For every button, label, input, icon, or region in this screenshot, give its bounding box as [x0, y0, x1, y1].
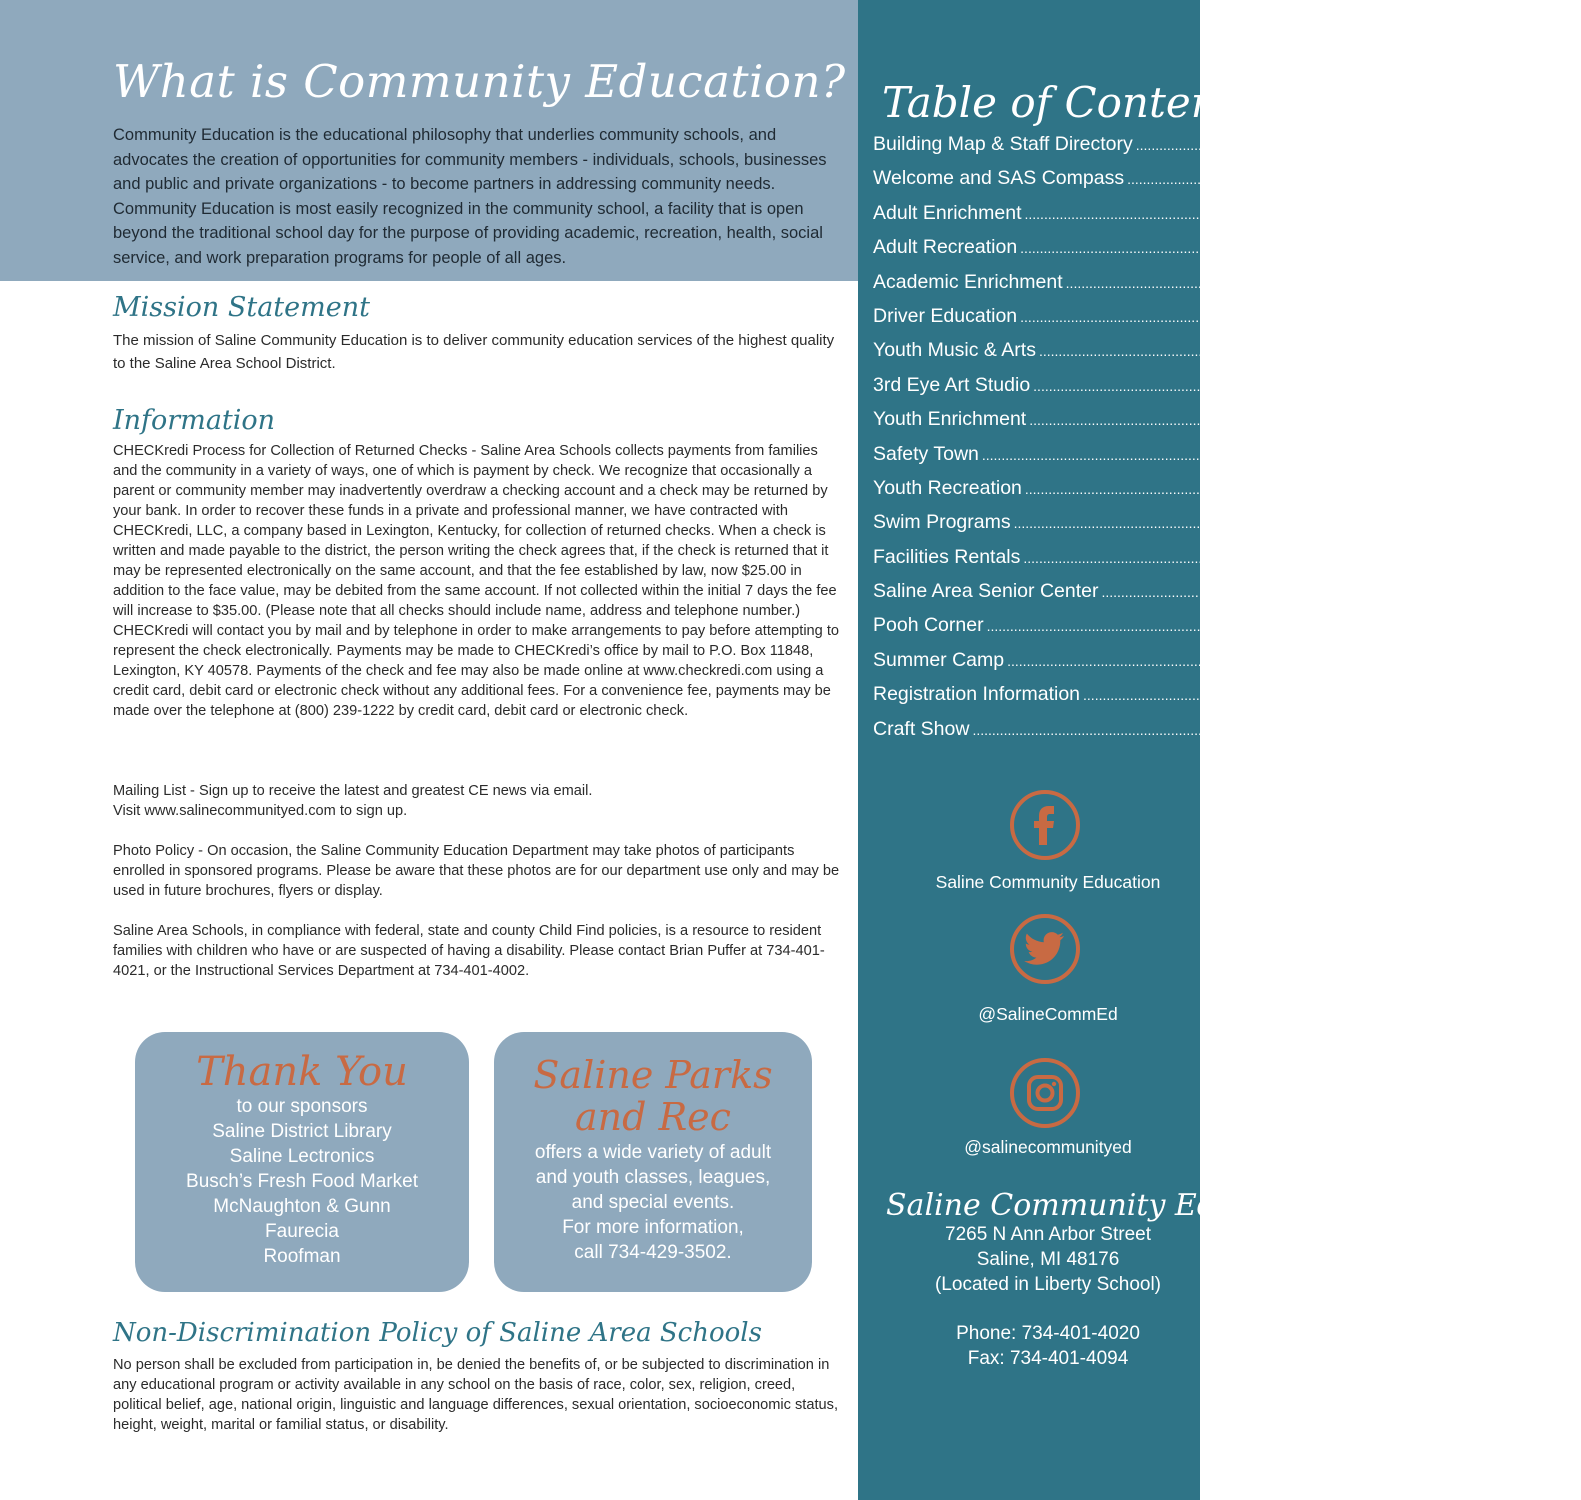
mailing-list-line: Mailing List - Sign up to receive the latest and greatest CE news via email.: [113, 783, 593, 799]
contact-fax: Fax: 734-401-4094: [967, 1348, 1129, 1369]
toc-dot-leader: [972, 722, 1404, 738]
toc-item-label: Pooh Corner: [873, 614, 984, 637]
toc-item[interactable]: [873, 408, 1486, 442]
toc-item[interactable]: [873, 339, 1524, 373]
toc-item-page: 3: [1570, 133, 1581, 155]
information-heading: Information: [113, 405, 276, 436]
toc-item-label: Youth Enrichment: [873, 408, 1027, 431]
toc-item-label: Saline Area Senior Center: [873, 580, 1099, 603]
toc-item-page: 25: [1448, 511, 1471, 534]
instagram-icon[interactable]: [1010, 1058, 1080, 1128]
page-title: What is Community Education?: [113, 55, 846, 108]
thank-you-title: Thank You: [196, 1049, 408, 1095]
toc-item[interactable]: [873, 270, 1523, 305]
toc-dot-leader: [1101, 584, 1533, 600]
toc-item-label: Swim Programs: [873, 511, 1011, 534]
facebook-icon[interactable]: [1010, 790, 1080, 860]
instagram-glyph: [1026, 1074, 1064, 1112]
contact-city: Saline, MI 48176: [976, 1249, 1120, 1270]
twitter-glyph: [1025, 932, 1065, 966]
parks-description: [494, 1140, 812, 1265]
toc-item-label: Facilities Rentals: [873, 545, 1021, 568]
toc-item[interactable]: [873, 304, 1476, 339]
child-find-paragraph: Saline Area Schools, in compliance with federal, state and county Child Find policies, is a resource to resident families with children who have or are suspected of having a disability. Please contact Brian Puffer at 734-401-4021, or the Instructional Services Department at 734-401-4002.: [113, 923, 825, 979]
toc-item-label: Adult Recreation: [873, 236, 1018, 259]
toc-item-page: 16: [1463, 408, 1486, 431]
contact-phone: Phone: 734-401-4020: [956, 1323, 1140, 1344]
toc-item-page: 7-9: [1454, 236, 1484, 259]
parks-line: and youth classes, leagues,: [535, 1167, 771, 1188]
toc-dot-leader: [982, 447, 1414, 463]
parks-line: offers a wide variety of adult: [534, 1142, 772, 1163]
toc-item-page: 10: [1500, 270, 1523, 293]
contact-street: 7265 N Ann Arbor Street: [945, 1224, 1151, 1245]
sponsor-line: Saline Lectronics: [229, 1146, 375, 1167]
mission-heading: Mission Statement: [113, 292, 370, 323]
instagram-label[interactable]: @salinecommunityed: [964, 1137, 1132, 1157]
toc-item-page: 12-14: [1473, 339, 1524, 362]
toc-item[interactable]: [873, 133, 1581, 167]
toc-item-page: 28-29: [1421, 614, 1472, 637]
toc-dot-leader: [1127, 171, 1559, 187]
parks-line: and special events.: [571, 1192, 735, 1213]
parks-line: For more information,: [562, 1217, 744, 1238]
toc-item[interactable]: [873, 476, 1510, 511]
toc-dot-leader: [1083, 687, 1515, 703]
toc-item[interactable]: [873, 236, 1484, 270]
toc-item[interactable]: [873, 683, 1540, 717]
toc-item-label: Youth Music & Arts: [873, 339, 1036, 362]
parks-title-line: and Rec: [575, 1095, 731, 1139]
toc-item[interactable]: [873, 717, 1429, 752]
intro-paragraph: Community Education is the educational philosophy that underlies community schools, and advocates the creation of opportunities for community members - individuals, schools, businesses and public and private organizations - to become partners in addressing community needs. Community Education is most easily recognized in the community school, a facility that is open beyond the traditional school day for the purpose of providing academic, recreation, health, social service, and work preparation programs for people of all ages.: [113, 126, 827, 267]
toc-item[interactable]: [873, 442, 1439, 477]
toc-item-page: 4: [1561, 167, 1573, 190]
toc-item-label: 3rd Eye Art Studio: [873, 373, 1031, 396]
toc-item[interactable]: [873, 167, 1573, 201]
mission-text: The mission of Saline Community Education is to deliver community education services of the highest quality to the Saline Area School District.: [113, 332, 835, 372]
toc-dot-leader: [1020, 240, 1452, 256]
toc-item-page: 17: [1416, 442, 1439, 465]
contact-title: Saline Community Education: [886, 1188, 1330, 1223]
parks-line: call 734-429-3502.: [574, 1242, 732, 1263]
facebook-label[interactable]: Saline Community Education: [935, 872, 1161, 892]
toc-dot-leader: [987, 618, 1419, 634]
toc-dot-leader: [1025, 481, 1457, 497]
sponsor-line: Busch’s Fresh Food Market: [186, 1171, 418, 1192]
thank-you-box: [135, 1032, 469, 1292]
toc-item-page: 15: [1467, 373, 1490, 396]
table-of-contents: [873, 133, 1581, 752]
sponsor-line: Saline District Library: [212, 1121, 392, 1142]
toc-item-label: Craft Show: [873, 717, 970, 740]
parks-and-rec-box: [494, 1032, 812, 1292]
toc-dot-leader: [1020, 309, 1452, 325]
toc-item-label: Safety Town: [873, 442, 979, 465]
toc-title: Table of Contents: [882, 78, 1257, 127]
mailing-list-paragraph: [113, 781, 845, 821]
toc-item-label: Welcome and SAS Compass: [873, 167, 1125, 190]
photo-policy-paragraph: Photo Policy - On occasion, the Saline Community Education Department may take photos of participants enrolled in sponsored programs. Please be aware that these photos are for our department use only and may be used in future brochures, flyers or display.: [113, 843, 840, 899]
toc-dot-leader: [1023, 550, 1455, 566]
toc-item-label: Building Map & Staff Directory: [873, 133, 1133, 155]
toc-dot-leader: [1066, 275, 1498, 291]
toc-item-page: 11: [1454, 304, 1476, 327]
toc-dot-leader: [1025, 206, 1457, 222]
toc-item-page: 5-7: [1459, 201, 1488, 224]
toc-dot-leader: [1136, 137, 1568, 153]
facebook-glyph: [1030, 804, 1060, 846]
toc-item[interactable]: [873, 614, 1472, 648]
non-discrimination-text: No person shall be excluded from participation in, be denied the benefits of, or be subjected to discrimination in any educational program or activity available in any school on the basis of race, color, sex, religion, creed, political belief, age, national origin, linguistic and language differences, sexual orientation, socioeconomic status, height, weight, marital or familial status, or disability.: [113, 1357, 838, 1433]
sponsor-line: to our sponsors: [236, 1096, 368, 1117]
toc-dot-leader: [1033, 378, 1465, 394]
toc-item[interactable]: [873, 580, 1558, 614]
sponsor-list: [135, 1094, 469, 1269]
toc-item[interactable]: [873, 648, 1464, 683]
toc-item-page: 31: [1517, 683, 1540, 706]
toc-item-label: Driver Education: [873, 304, 1018, 327]
sponsor-line: Faurecia: [265, 1221, 339, 1242]
checkredi-paragraph: CHECKredi Process for Collection of Returned Checks - Saline Area Schools collects payments from families and the community in a variety of ways, one of which is payment by check. We recognize that occasionally a parent or community member may inadvertently overdraw a checking account and a check may be returned by your bank. In order to recover these funds in a private and professional manner, we have contracted with CHECKredi, LLC, a company based in Lexington, Kentucky, for collection of returned checks. When a check is written and made payable to the district, the person writing the check agrees that, if the check is returned that it may be represented electronically on the same account, and that the fee established by law, now $25.00 in addition to the face value, may be debited from the same account. If not collected within the initial 7 days the fee will increase to $35.00. (Please note that all checks should include name, address and telephone number.) CHECKredi will contact you by mail and by telephone in order to make arrangements to pay before attempting to represent the check electronically. Payments may be made to CHECKredi’s office by mail to P.O. Box 11848, Lexington, KY 40578. Payments of the check and fee may also be made online at www.checkredi.com using a credit card, debit card or electronic check without any additional fees. For a convenience fee, payments may be made over the telephone at (800) 239-1222 by credit card, debit card or electronic check.: [113, 443, 840, 719]
toc-item-page: 18-24: [1459, 476, 1510, 499]
toc-item-label: Adult Enrichment: [873, 201, 1022, 224]
non-discrimination-heading: Non-Discrimination Policy of Saline Area Schools: [113, 1318, 762, 1348]
toc-item[interactable]: [873, 201, 1488, 236]
parks-and-rec-title: [494, 1032, 812, 1138]
toc-item-label: Summer Camp: [873, 648, 1005, 671]
toc-item[interactable]: [873, 373, 1490, 408]
toc-dot-leader: [1029, 412, 1461, 428]
mailing-list-link-line: Visit www.salinecommunityed.com to sign up.: [113, 803, 408, 819]
sponsor-line: McNaughton & Gunn: [213, 1196, 391, 1217]
toc-item[interactable]: [873, 511, 1471, 545]
toc-item-label: Youth Recreation: [873, 476, 1022, 499]
toc-item[interactable]: [873, 545, 1480, 580]
toc-item-label: Academic Enrichment: [873, 270, 1063, 293]
toc-item-page: 32: [1407, 717, 1429, 740]
toc-dot-leader: [1039, 343, 1471, 359]
toc-item-page: 26: [1458, 545, 1480, 568]
toc-item-page: 30: [1441, 648, 1464, 671]
contact-location: (Located in Liberty School): [934, 1274, 1161, 1295]
toc-dot-leader: [1014, 515, 1446, 531]
twitter-label[interactable]: @SalineCommEd: [978, 1004, 1118, 1024]
parks-title-line: Saline Parks: [533, 1053, 773, 1097]
twitter-icon[interactable]: [1010, 914, 1080, 984]
sponsor-line: Roofman: [263, 1246, 341, 1267]
toc-item-label: Registration Information: [873, 683, 1081, 706]
toc-item-page: 27: [1536, 580, 1558, 603]
toc-dot-leader: [1007, 653, 1439, 669]
